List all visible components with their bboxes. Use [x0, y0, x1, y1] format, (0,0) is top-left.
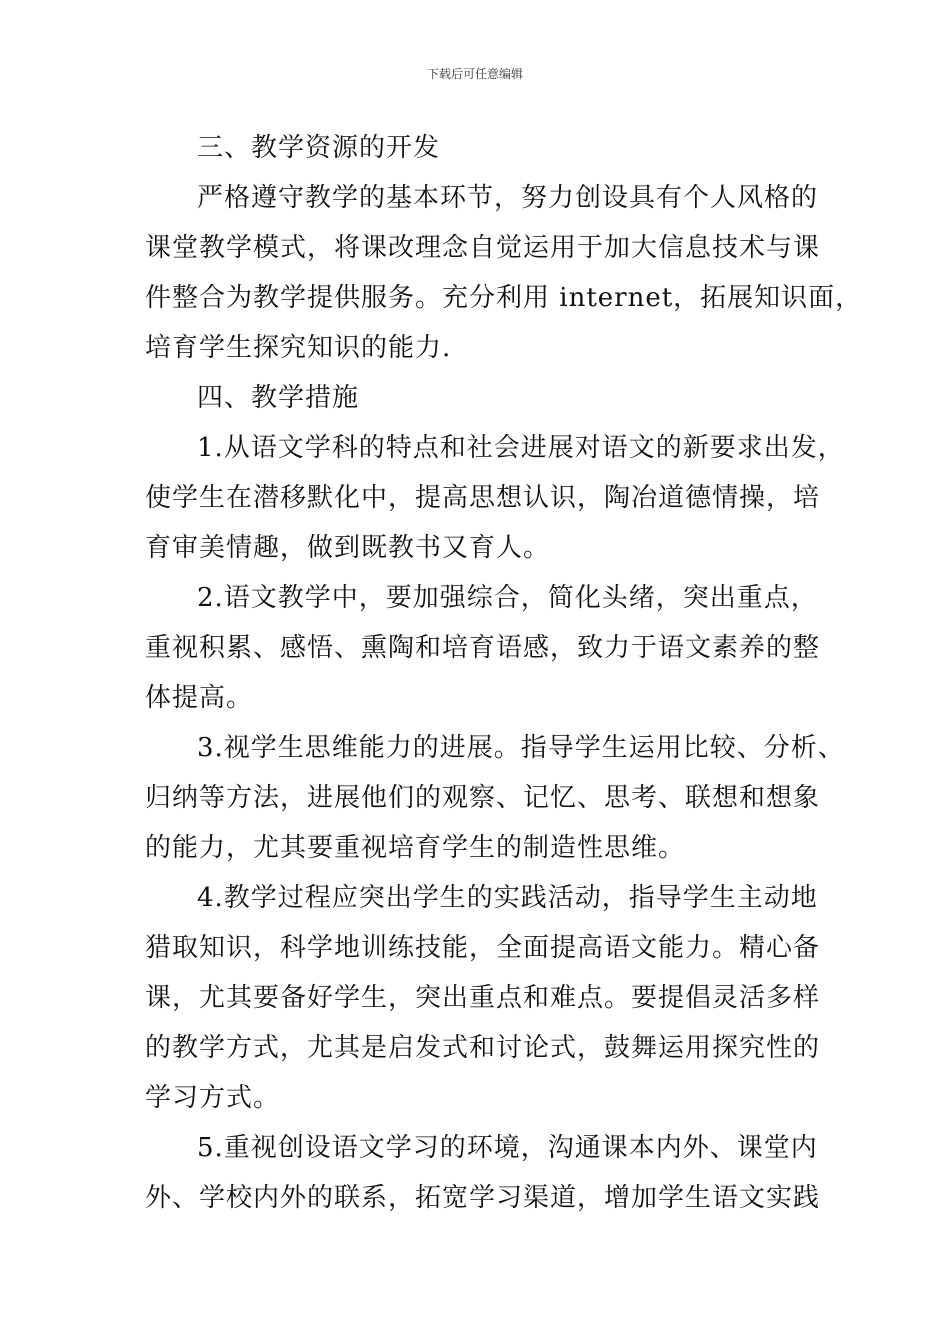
section-heading: 四、教学措施: [197, 383, 360, 413]
paragraph-line: 严格遵守教学的基本环节，努力创设具有个人风格的: [197, 183, 819, 213]
paragraph-line: 体提高。: [145, 683, 254, 713]
paragraph-line: 学习方式。: [145, 1083, 281, 1113]
paragraph-line: 的教学方式，尤其是启发式和讨论式，鼓舞运用探究性的: [145, 1033, 821, 1063]
paragraph-line: 育审美情趣，做到既教书又育人。: [145, 533, 551, 563]
paragraph-line: 课，尤其要备好学生，突出重点和难点。要提倡灵活多样: [145, 983, 821, 1013]
paragraph-line: 1.从语文学科的特点和社会进展对语文的新要求出发，: [197, 433, 845, 463]
paragraph-line: 归纳等方法，进展他们的观察、记忆、思考、联想和想象: [145, 783, 821, 813]
page-header-note: 下载后可任意编辑: [426, 67, 523, 81]
paragraph-line: 重视积累、感悟、熏陶和培育语感，致力于语文素养的整: [145, 633, 821, 663]
paragraph-line: 5.重视创设语文学习的环境，沟通课本内外、课堂内: [197, 1133, 818, 1163]
paragraph-line: 猎取知识，科学地训练技能，全面提高语文能力。精心备: [145, 933, 821, 963]
paragraph-line: 3.视学生思维能力的进展。指导学生运用比较、分析、: [197, 733, 845, 763]
paragraph-line: 4.教学过程应突出学生的实践活动，指导学生主动地: [197, 883, 818, 913]
paragraph-line: 培育学生探究知识的能力.: [145, 333, 452, 363]
paragraph-line: 使学生在潜移默化中，提高思想认识，陶冶道德情操，培: [145, 483, 821, 513]
paragraph-line: 的能力，尤其要重视培育学生的制造性思维。: [145, 833, 686, 863]
paragraph-line: 外、学校内外的联系，拓宽学习渠道，增加学生语文实践: [145, 1183, 821, 1213]
section-heading: 三、教学资源的开发: [197, 133, 441, 163]
paragraph-line: 件整合为教学提供服务。充分利用 internet，拓展知识面，: [145, 283, 863, 313]
paragraph-line: 课堂教学模式，将课改理念自觉运用于加大信息技术与课: [145, 233, 821, 263]
paragraph-line: 2.语文教学中，要加强综合，简化头绪，突出重点，: [197, 583, 818, 613]
